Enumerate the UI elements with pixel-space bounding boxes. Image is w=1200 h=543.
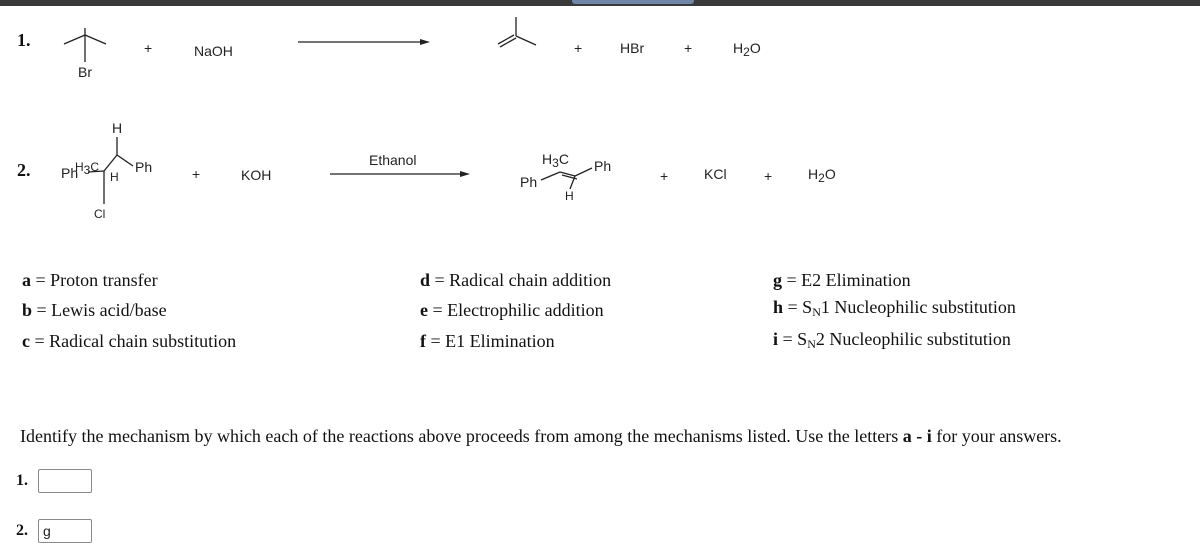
reaction2-prod-ph-left: Ph (520, 174, 538, 190)
mechanism-letter: c (22, 331, 30, 351)
reaction1-reagent: NaOH (194, 43, 233, 59)
r2-ph-right-bond (117, 155, 133, 166)
mechanism-d (420, 270, 611, 291)
separator: = (778, 329, 798, 349)
reaction2-plus1: + (192, 166, 201, 182)
separator: = (782, 270, 802, 290)
reaction2-top-h: H (112, 120, 123, 136)
instruction-part: for your answers. (931, 426, 1062, 446)
reaction1-br-label: Br (78, 64, 92, 80)
s-symbol: S (797, 329, 808, 349)
mechanism-g (773, 270, 911, 291)
mechanism-c (22, 331, 236, 352)
r2-cc-bond (104, 155, 117, 171)
reaction2-byproduct2 (808, 166, 836, 185)
mechanism-text: E2 Elimination (801, 270, 911, 290)
reaction2-reagent: KOH (241, 167, 272, 183)
r1-prod-double-2 (500, 38, 516, 47)
reaction2-prod-h3c (542, 151, 569, 170)
r1-c-ch3-right-bond (85, 35, 106, 44)
mechanism-text: Proton transfer (50, 270, 158, 290)
separator: = (32, 300, 52, 320)
instruction-text (20, 426, 1062, 447)
mechanism-letter: e (420, 300, 428, 320)
r1-arrow-head (420, 39, 430, 45)
r1-prod-double-1 (498, 35, 514, 44)
subscript: N (812, 305, 821, 319)
separator: = (426, 331, 446, 351)
o-symbol: O (824, 166, 836, 182)
subscript: N (807, 337, 816, 351)
reaction2-prod-h: H (565, 189, 574, 203)
reaction2-plus3: + (764, 168, 773, 184)
mechanism-letter: b (22, 300, 33, 320)
mechanism-letter: d (420, 270, 431, 290)
mechanism-h (773, 297, 1016, 320)
reaction2-byproduct1: KCl (704, 166, 727, 182)
reaction1-product2 (733, 40, 761, 59)
separator: = (430, 270, 450, 290)
h-symbol: H (542, 151, 553, 167)
mechanism-text: Lewis acid/base (51, 300, 167, 320)
mechanism-text: Radical chain addition (449, 270, 612, 290)
reaction1-plus3: + (684, 40, 693, 56)
reaction2-ph-right: Ph (135, 159, 153, 175)
separator: = (30, 331, 50, 351)
mechanism-text: 2 Nucleophilic substitution (815, 329, 1011, 349)
subscript: 2 (743, 45, 750, 59)
mechanism-letter: f (420, 331, 426, 351)
mechanism-text: 1 Nucleophilic substitution (820, 297, 1016, 317)
r2-prod-ph-right-bond (575, 168, 592, 176)
s-symbol: S (802, 297, 813, 317)
c-symbol: C (90, 160, 100, 174)
mechanism-a (22, 270, 158, 291)
mechanism-b (22, 300, 167, 321)
answer-1-input[interactable] (38, 469, 92, 493)
mechanism-text: Radical chain substitution (49, 331, 237, 351)
reaction2-cl: Cl (94, 207, 106, 221)
separator: = (428, 300, 448, 320)
mechanism-i (773, 329, 1011, 352)
answer-2-label: 2. (16, 522, 28, 539)
reaction1-number: 1. (17, 30, 31, 50)
separator: = (31, 270, 51, 290)
mechanism-letter: h (773, 297, 784, 317)
letter-range: a - i (902, 426, 932, 446)
h-symbol: H (733, 40, 744, 56)
reaction1-plus2: + (574, 40, 583, 56)
o-symbol: O (749, 40, 761, 56)
reaction2-solvent: Ethanol (369, 152, 417, 168)
separator: = (783, 297, 803, 317)
mechanism-text: Electrophilic addition (447, 300, 604, 320)
mechanism-letter: g (773, 270, 782, 290)
h-symbol: H (75, 160, 84, 174)
mechanism-e (420, 300, 604, 321)
reaction2-prod-ph-right: Ph (594, 158, 612, 174)
mechanism-letter: i (773, 329, 779, 349)
c-symbol: C (558, 151, 569, 167)
subscript: 3 (83, 163, 91, 177)
mechanism-letter: a (22, 270, 31, 290)
h-symbol: H (808, 166, 819, 182)
r2-arrow-head (460, 171, 470, 177)
reaction2-h-right: H (110, 170, 119, 184)
answer-2-input[interactable] (38, 519, 92, 543)
mechanism-f (420, 331, 555, 352)
reaction1-product1: HBr (620, 40, 645, 56)
r1-c-ch3-left-bond (64, 35, 85, 44)
subscript: 3 (552, 156, 559, 170)
reaction2-plus2: + (660, 168, 669, 184)
answer-1-label: 1. (16, 472, 28, 489)
reaction1-plus1: + (144, 40, 153, 56)
r2-prod-ph-bond (541, 172, 560, 180)
mechanism-text: E1 Elimination (445, 331, 555, 351)
reaction2-ph-left: Ph (61, 165, 79, 181)
subscript: 2 (818, 171, 825, 185)
instruction-part: Identify the mechanism by which each of the reactions above proceeds from among the mechanisms listed. Use the letters (20, 426, 903, 446)
reaction2-number: 2. (17, 160, 31, 180)
r1-prod-right-bond (516, 36, 536, 45)
reaction2-h3c (75, 160, 99, 177)
